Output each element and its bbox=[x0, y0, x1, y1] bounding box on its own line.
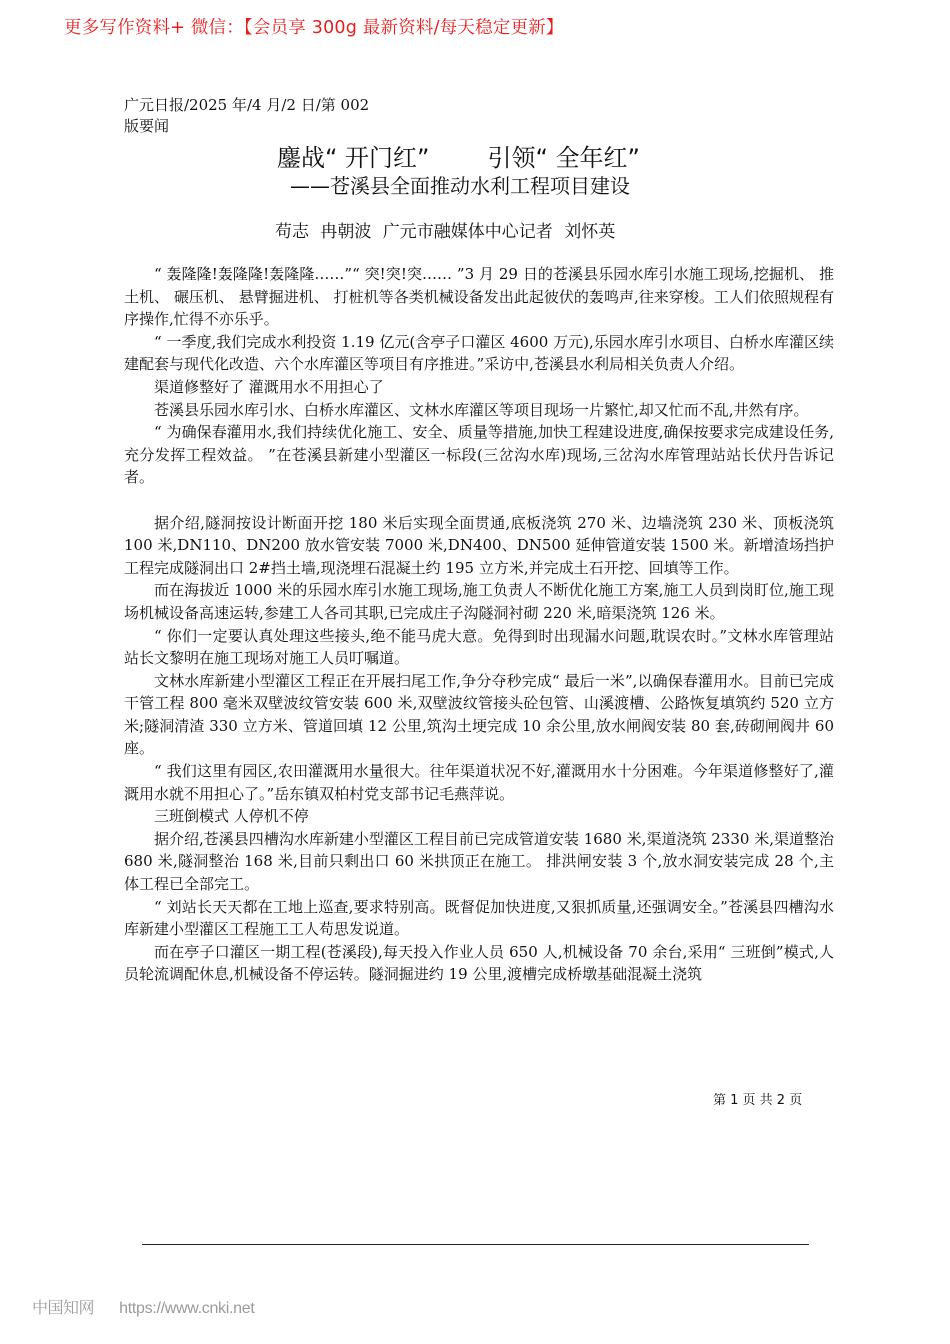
subtitle: ——苍溪县全面推动水利工程项目建设 bbox=[290, 174, 630, 198]
source-line-2: 版要闻 bbox=[124, 117, 170, 135]
paragraph: 据介绍,隧洞按设计断面开挖 180 米后实现全面贯通,底板浇筑 270 米、边墙浇筑 230 米、顶板浇筑 100 米,DN110、DN200 放水管安装 7000 米,DN400、DN500 延伸管道安装 1500 米。新增渣场挡护工程完成隧洞出口 2#挡土墙,现浇埋石混凝土约 195 立方米,并完成土石开挖、回填等工作。 bbox=[124, 513, 834, 577]
paragraph: “ 一季度,我们完成水利投资 1.19 亿元(含亭子口灌区 4600 万元),乐园水库引水项目、白桥水库灌区续建配套与现代化改造、六个水库灌区等项目有序推进。”采访中,苍溪县水利局相关负责人介绍。 bbox=[124, 332, 834, 374]
byline: 苟志 冉朝波 广元市融媒体中心记者 刘怀英 bbox=[275, 222, 616, 242]
paragraph: 据介绍,苍溪县四槽沟水库新建小型灌区工程目前已完成管道安装 1680 米,渠道浇筑 2330 米,渠道整治 680 米,隧洞整治 168 米,目前只剩出口 60 米拱顶正在施工。 排洪闸安装 3 个,放水洞安装完成 28 个,主体工程已全部完工。 bbox=[124, 829, 834, 894]
paragraph: “ 轰隆隆!轰隆隆!轰隆隆……”“ 突!突!突…… ”3 月 29 日的苍溪县乐园水库引水施工现场,挖掘机、 推土机、 碾压机、 悬臂掘进机、 打桩机等各类机械设备发出此起彼伏的轰鸣声,往来穿梭。工人们依照规程有序操作,忙得不亦乐乎。 bbox=[124, 265, 834, 329]
footer-url[interactable]: https://www.cnki.net bbox=[119, 1300, 255, 1317]
paragraph: “ 你们一定要认真处理这些接头,绝不能马虎大意。免得到时出现漏水问题,耽误农时。”文林水库管理站站长文黎明在施工现场对施工人员叮嘱道。 bbox=[124, 626, 834, 668]
headline-part-1: 鏖战“ 开门红” bbox=[277, 144, 430, 172]
article-body bbox=[124, 263, 834, 986]
page-number: 第 1 页 共 2 页 bbox=[713, 1093, 803, 1108]
paragraph: 而在亭子口灌区一期工程(苍溪段),每天投入作业人员 650 人,机械设备 70 余台,采用“ 三班倒”模式,人员轮流调配休息,机械设备不停运转。隧洞掘进约 19 公里,渡槽完成桥墩基础混凝土浇筑 bbox=[124, 942, 834, 984]
headline-part-2: 引领“ 全年红” bbox=[487, 144, 640, 172]
promo-banner: 更多写作资料+ 微信：【会员享 300g 最新资料/每天稳定更新】 bbox=[64, 18, 564, 38]
paragraph: 文林水库新建小型灌区工程正在开展扫尾工作,争分夺秒完成“ 最后一米”,以确保春灌用水。目前已完成干管工程 800 毫米双壁波纹管安装 600 米,双壁波纹管接头砼包管、山溪渡槽、公路恢复填筑约 520 立方米;隧洞清渣 330 立方米、管道回填 12 公里,筑沟土埂完成 10 余公里,放水闸阀安装 80 套,砖砌闸阀井 60 座。 bbox=[124, 671, 834, 758]
footer-divider bbox=[142, 1244, 809, 1245]
section-heading: 三班倒模式 人停机不停 bbox=[154, 807, 309, 826]
source-info bbox=[124, 95, 424, 137]
blank-line bbox=[124, 489, 834, 512]
footer-site-name: 中国知网 bbox=[32, 1298, 95, 1317]
paragraph: “ 刘站长天天都在工地上巡查,要求特别高。既督促加快进度,又狠抓质量,还强调安全。”苍溪县四槽沟水库新建小型灌区工程施工工人苟思发说道。 bbox=[124, 897, 834, 939]
paragraph: 苍溪县乐园水库引水、白桥水库灌区、文林水库灌区等项目现场一片繁忙,却又忙而不乱,井然有序。 bbox=[154, 400, 809, 419]
source-line-1: 广元日报/2025 年/4 月/2 日/第 002 bbox=[124, 96, 370, 114]
section-heading: 渠道修整好了 灌溉用水不用担心了 bbox=[154, 377, 384, 396]
paragraph: 而在海拔近 1000 米的乐园水库引水施工现场,施工负责人不断优化施工方案,施工人员到岗盯位,施工现场机械设备高速运转,参建工人各司其职,已完成庄子沟隧洞衬砌 220 米,暗渠浇筑 126 米。 bbox=[124, 581, 834, 622]
footer bbox=[32, 1295, 255, 1318]
paragraph: “ 我们这里有园区,农田灌溉用水量很大。往年渠道状况不好,灌溉用水十分困难。今年渠道修整好了,灌溉用水就不用担心了。”岳东镇双柏村党支部书记毛燕萍说。 bbox=[124, 762, 834, 803]
headline bbox=[277, 138, 640, 173]
paragraph: “ 为确保春灌用水,我们持续优化施工、安全、质量等措施,加快工程建设进度,确保按要求完成建设任务,充分发挥工程效益。 ”在苍溪县新建小型灌区一标段(三岔沟水库)现场,三岔沟水库管理站站长伏丹告诉记者。 bbox=[124, 423, 834, 487]
